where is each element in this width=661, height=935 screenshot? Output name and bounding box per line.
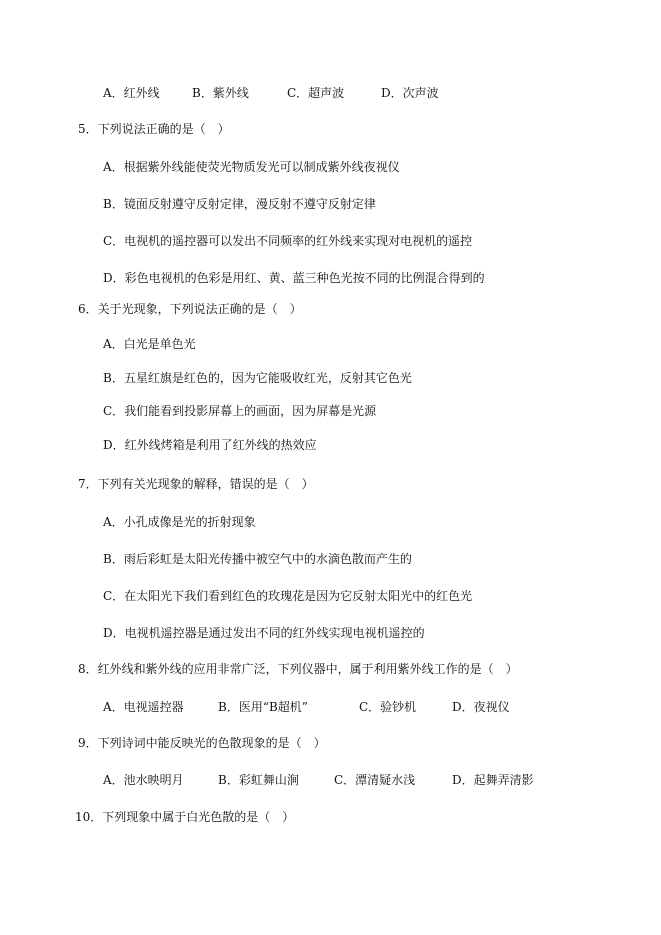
question-5-option-d: D．彩色电视机的色彩是用红、黄、蓝三种色光按不同的比例混合得到的: [103, 271, 485, 285]
question-7-stem: 7．下列有关光现象的解释，错误的是（ ）: [78, 477, 314, 491]
option-d: D．起舞弄清影: [452, 773, 534, 787]
question-10-stem: 10．下列现象中属于白光色散的是（ ）: [75, 810, 295, 824]
question-9-stem: 9．下列诗词中能反映光的色散现象的是（ ）: [78, 736, 326, 750]
question-7-option-b: B．雨后彩虹是太阳光传播中被空气中的水滴色散而产生的: [103, 552, 412, 566]
question-7-option-a: A．小孔成像是光的折射现象: [103, 515, 256, 529]
question-5-option-c: C．电视机的遥控器可以发出不同频率的红外线来实现对电视机的遥控: [103, 234, 473, 248]
question-6-option-b: B．五星红旗是红色的，因为它能吸收红光，反射其它色光: [103, 371, 412, 385]
question-5-option-a: A．根据紫外线能使荧光物质发光可以制成紫外线夜视仪: [103, 160, 400, 174]
option-d: D．夜视仪: [452, 700, 510, 714]
question-5-option-b: B．镜面反射遵守反射定律，漫反射不遵守反射定律: [103, 197, 376, 211]
option-c: C．验钞机: [359, 700, 417, 714]
question-6-option-a: A．白光是单色光: [103, 337, 196, 351]
option-c: C．超声波: [287, 86, 345, 100]
question-6-option-d: D．红外线烤箱是利用了红外线的热效应: [103, 438, 317, 452]
option-c: C．潭清疑水浅: [334, 773, 416, 787]
option-a: A．池水映明月: [103, 773, 184, 787]
question-6-stem: 6．关于光现象，下列说法正确的是（ ）: [78, 302, 302, 316]
option-b: B．彩虹舞山涧: [218, 773, 299, 787]
option-a: A．红外线: [103, 86, 160, 100]
question-8-stem: 8．红外线和紫外线的应用非常广泛，下列仪器中，属于利用紫外线工作的是（ ）: [78, 662, 518, 676]
question-7-option-c: C．在太阳光下我们看到红色的玫瑰花是因为它反射太阳光中的红色光: [103, 589, 473, 603]
question-5-stem: 5．下列说法正确的是（ ）: [78, 122, 230, 136]
question-6-option-c: C．我们能看到投影屏幕上的画面，因为屏幕是光源: [103, 404, 377, 418]
question-7-option-d: D．电视机遥控器是通过发出不同的红外线实现电视机遥控的: [103, 626, 425, 640]
option-b: B．医用“B超机”: [218, 700, 308, 714]
option-d: D．次声波: [381, 86, 439, 100]
option-a: A．电视遥控器: [103, 700, 184, 714]
option-b: B．紫外线: [192, 86, 249, 100]
